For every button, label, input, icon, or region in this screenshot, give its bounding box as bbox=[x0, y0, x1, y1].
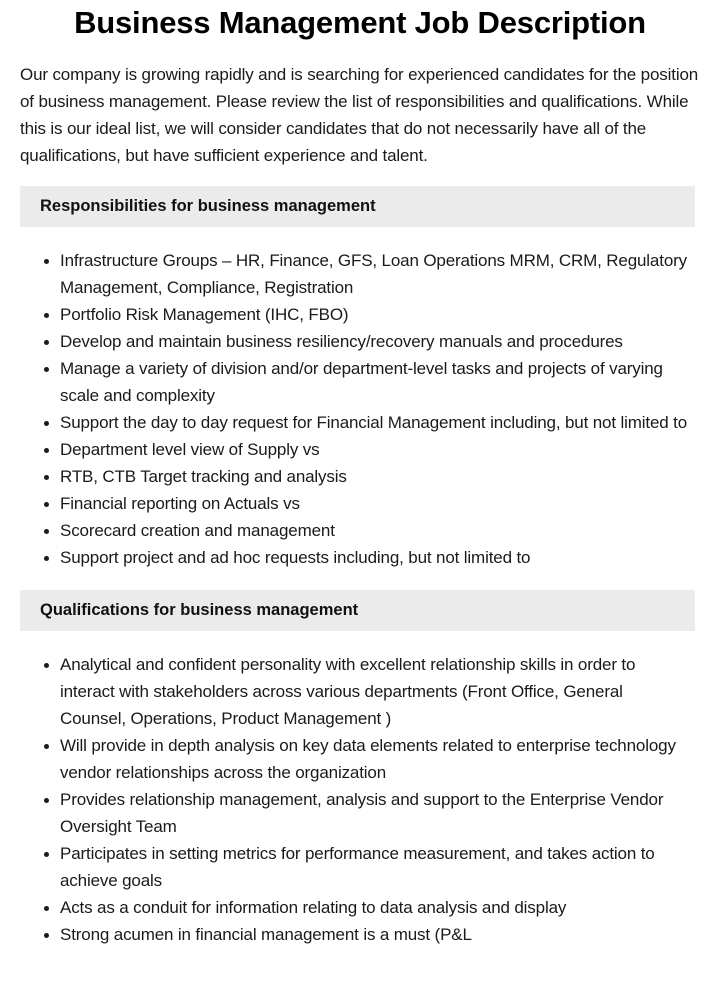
list-item: Acts as a conduit for information relating to data analysis and display bbox=[60, 894, 700, 921]
list-item: Support project and ad hoc requests including, but not limited to bbox=[60, 544, 700, 571]
list-item: Infrastructure Groups – HR, Finance, GFS, Loan Operations MRM, CRM, Regulatory Management, Compliance, Registration bbox=[60, 247, 700, 301]
list-item: Analytical and confident personality with excellent relationship skills in order to interact with stakeholders across various departments (Front Office, General Counsel, Operations, Product Management ) bbox=[60, 651, 700, 732]
list-item: Participates in setting metrics for performance measurement, and takes action to achieve goals bbox=[60, 840, 700, 894]
list-item: Department level view of Supply vs bbox=[60, 436, 700, 463]
list-item: Develop and maintain business resiliency/recovery manuals and procedures bbox=[60, 328, 700, 355]
list-item: RTB, CTB Target tracking and analysis bbox=[60, 463, 700, 490]
list-item: Scorecard creation and management bbox=[60, 517, 700, 544]
list-item: Support the day to day request for Financial Management including, but not limited to bbox=[60, 409, 700, 436]
page-title: Business Management Job Description bbox=[74, 5, 646, 40]
list-item: Strong acumen in financial management is a must (P&L bbox=[60, 921, 700, 948]
list-item: Will provide in depth analysis on key data elements related to enterprise technology vendor relationships across the organization bbox=[60, 732, 700, 786]
qualifications-heading: Qualifications for business management bbox=[20, 590, 695, 631]
list-item: Financial reporting on Actuals vs bbox=[60, 490, 700, 517]
list-item: Provides relationship management, analysis and support to the Enterprise Vendor Oversight Team bbox=[60, 786, 700, 840]
responsibilities-list bbox=[20, 247, 700, 571]
list-item: Manage a variety of division and/or department-level tasks and projects of varying scale and complexity bbox=[60, 355, 700, 409]
qualifications-list bbox=[20, 651, 700, 948]
intro-paragraph: Our company is growing rapidly and is searching for experienced candidates for the position of business management. Please review the list of responsibilities and qualifications. While this is our ideal list, we will consider candidates that do not necessarily have all of the qualifications, but have sufficient experience and talent. bbox=[20, 65, 699, 165]
list-item: Portfolio Risk Management (IHC, FBO) bbox=[60, 301, 700, 328]
responsibilities-heading: Responsibilities for business management bbox=[20, 186, 695, 227]
